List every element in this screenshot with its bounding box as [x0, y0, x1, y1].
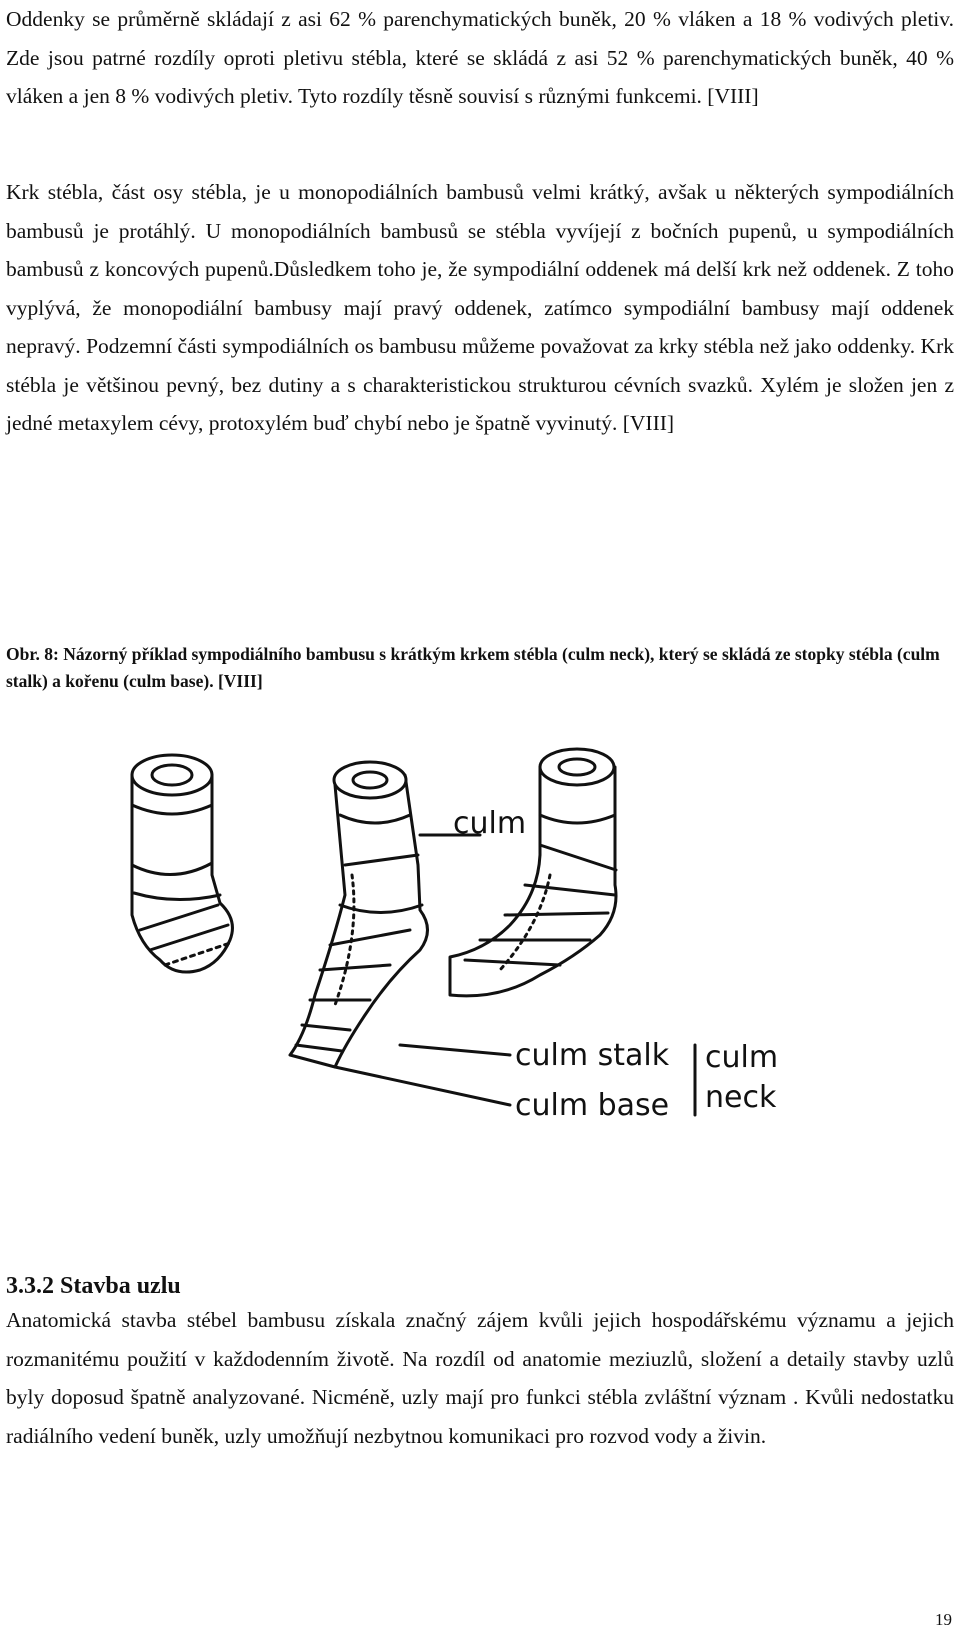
label-culm-neck-line1: culm [705, 1040, 779, 1075]
bamboo-culm-neck-figure [120, 745, 840, 1165]
page-number: 19 [935, 1610, 952, 1629]
right-culm-drawing [450, 749, 616, 996]
label-culm: culm [453, 806, 527, 841]
section-heading: 3.3.2 Stavba uzlu [6, 1273, 181, 1299]
figure-caption: Obr. 8: Názorný příklad sympodiálního bambusu s krátkým krkem stébla (culm neck), který se skládá ze stopky stébla (culm stalk) a kořenu (culm base). [VIII] [6, 644, 940, 691]
paragraph-culm-neck: Krk stébla, část osy stébla, je u monopodiálních bambusů velmi krátký, avšak u některých sympodiálních bambusů je protáhlý. U monopodiálních bambusů se stébla vyvíjejí z bočních pupenů, u sympodiálních bambusů z koncových pupenů.Důsledkem toho je, že sympodiální oddenek má delší krk než oddenek. Z toho vyplývá, že monopodiální bambusy mají pravý oddenek, zatímco sympodiální bambusy mají oddenek nepravý. Podzemní části sympodiálních os bambusu můžeme považovat za krky stébla než jako oddenky. Krk stébla je většinou pevný, bez dutiny a s charakteristickou strukturou cévních svazků. Xylém je složen jen z jedné metaxylem cévy, protoxylém buď chybí nebo je špatně vyvinutý. [VIII] [6, 180, 954, 435]
left-culm-drawing [132, 755, 232, 972]
paragraph-rhizome-composition: Oddenky se průměrně skládají z asi 62 % parenchymatických buněk, 20 % vláken a 18 % vodivých pletiv. Zde jsou patrné rozdíly oproti pletivu stébla, které se skládá z asi 52 % parenchymatických buněk, 40 % vláken a jen 8 % vodivých pletiv. Tyto rozdíly těsně souvisí s různými funkcemi. [VIII] [6, 7, 954, 108]
culm-base-pointer-line [335, 1067, 510, 1105]
middle-culm-drawing [290, 762, 428, 1067]
paragraph-node-structure: Anatomická stavba stébel bambusu získala značný zájem kvůli jejich hospodářskému významu a jejich rozmanitému použití v každodenním životě. Na rozdíl od anatomie meziuzlů, složení a detaily stavby uzlů byly doposud špatně analyzované. Nicméně, uzly mají pro funkci stébla zvláštní význam . Kvůli nedostatku radiálního vedení buněk, uzly umožňují nezbytnou komunikaci pro rozvod vody a živin. [6, 1308, 954, 1448]
label-culm-stalk: culm stalk [515, 1038, 670, 1073]
culm-stalk-pointer-line [400, 1045, 510, 1055]
label-culm-base: culm base [515, 1088, 670, 1123]
bamboo-illustration [120, 745, 840, 1165]
label-culm-neck-line2: neck [705, 1080, 777, 1115]
